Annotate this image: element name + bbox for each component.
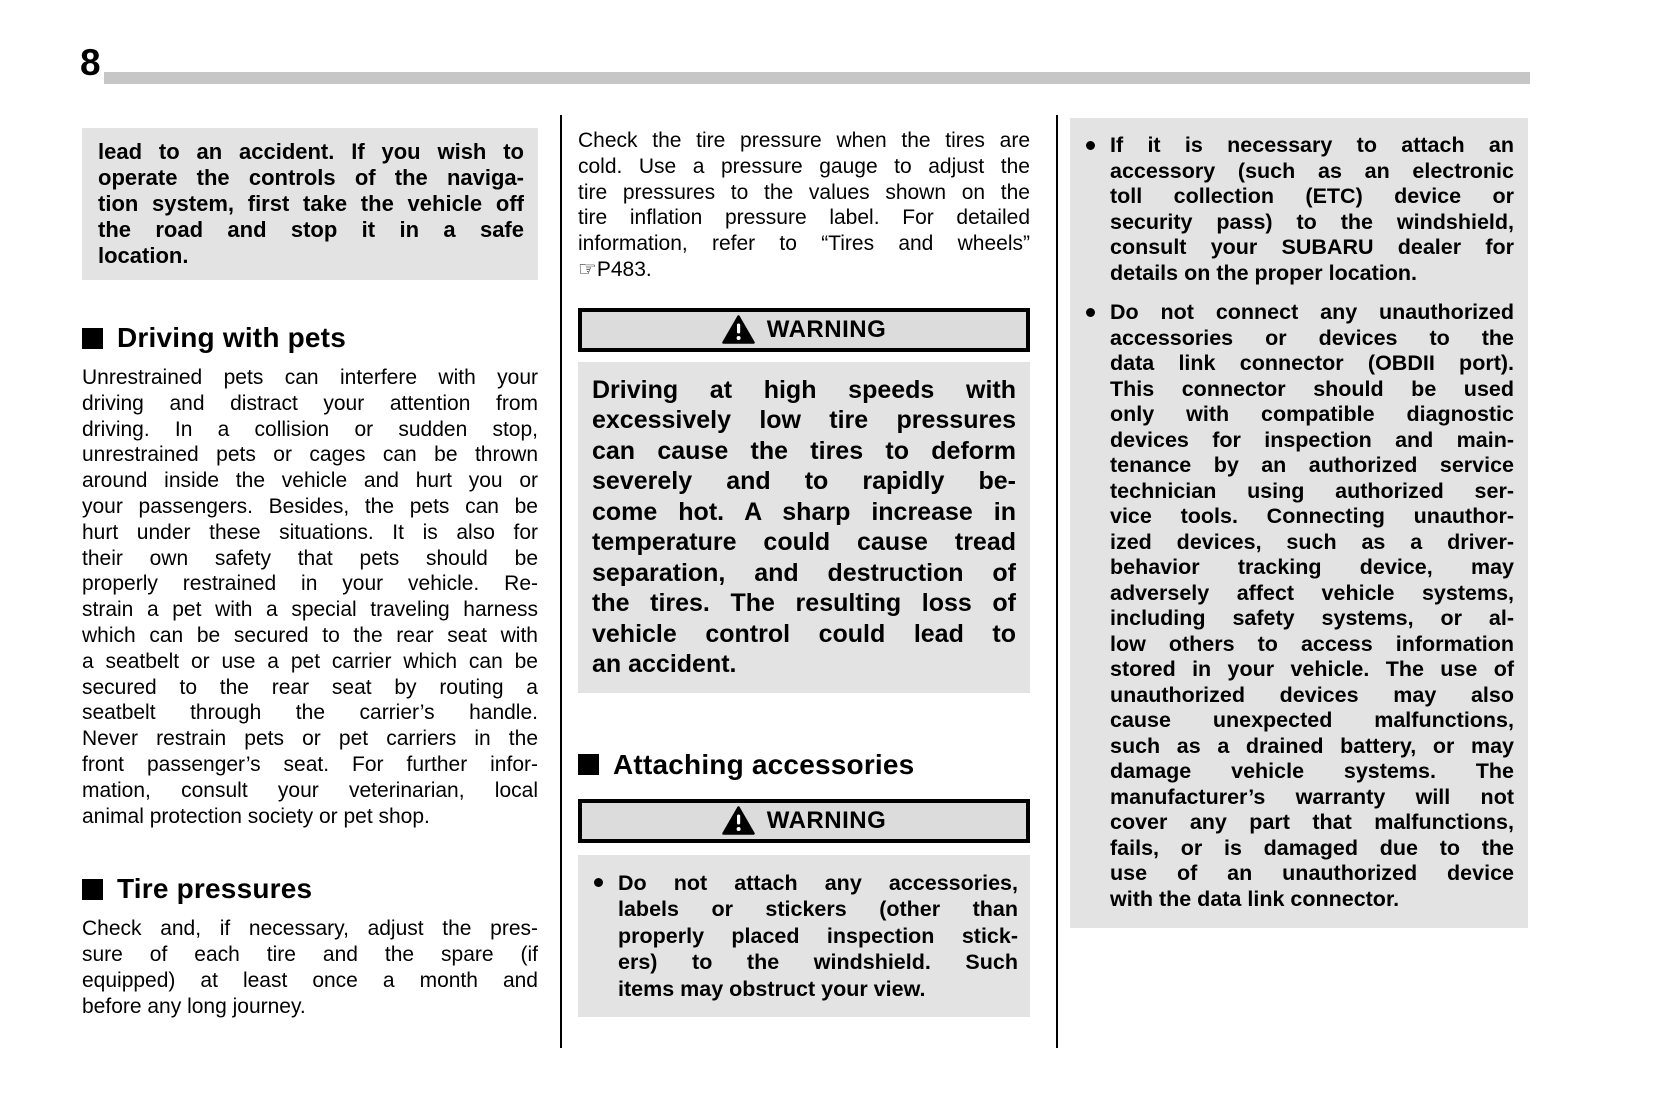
column-right bbox=[1070, 118, 1528, 928]
section-heading-tire-pressures bbox=[82, 873, 538, 905]
section-heading-label: Attaching accessories bbox=[613, 748, 915, 780]
page-number: 8 bbox=[80, 42, 101, 83]
accessory-notice-box bbox=[1070, 118, 1528, 928]
bullet-text: Do not connect any unauthorized accessories or devices to the data link connector (OBDII port). This connector should be used only with compatible diagnostic devices for inspection and main- tenance by an authorized service technician using authorized ser- vice tools. Connecting unauthor- ized devices, such as a driver- behavior tracking device, may adversely affect vehicle systems, including safety systems, or al- low others to access information stored in your vehicle. The use of unauthorized devices may also cause unexpected malfunctions, such as a drained battery, or may damage vehicle systems. The manufacturer’s warranty will not cover any part that malfunctions, fails, or is damaged due to the use of an unauthorized device with the data link connector. bbox=[1110, 300, 1514, 911]
heading-square-icon bbox=[82, 879, 103, 900]
section-heading-attaching-accessories bbox=[578, 749, 1030, 781]
warning-label: WARNING bbox=[766, 315, 887, 343]
list-item bbox=[1078, 133, 1514, 286]
tire-pressures-body: Check and, if necessary, adjust the pres- sure of each tire and the spare (if equipped) at least once a month and before any long journey. bbox=[82, 917, 538, 1018]
warning-header bbox=[578, 799, 1030, 843]
list-item bbox=[1078, 300, 1514, 912]
carryover-notice-text: lead to an accident. If you wish to operate the controls of the naviga- tion system, first take the vehicle off the road and stop it in a safe location. bbox=[98, 139, 524, 268]
warning-bullet-box bbox=[578, 855, 1030, 1018]
warning-body-box: Driving at high speeds with excessively low tire pressures can cause the tires to deform severely and to rapidly be- come hot. A sharp increase in temperature could cause tread separation, and destruction of the tires. The resulting loss of vehicle control could lead to an accident. bbox=[578, 362, 1030, 693]
section-heading-label: Tire pressures bbox=[117, 873, 313, 905]
list-item bbox=[586, 870, 1018, 1003]
section-heading-label: Driving with pets bbox=[117, 322, 346, 353]
bullet-dot-icon bbox=[1086, 308, 1095, 317]
column-divider-left bbox=[560, 115, 562, 1048]
driving-with-pets-body: Unrestrained pets can interfere with your driving and distract your attention from driving. In a collision or sudden stop, unrestrained pets or cages can be thrown around inside the vehicle and hurt you or your passengers. Besides, the pets can be hurt under these situations. It is also for their own safety that pets should be properly restrained in your vehicle. Re- strain a pet with a special traveling harness which can be secured to the rear seat with a seatbelt or use a pet carrier which can be secured to the rear seat by routing a seatbelt through the carrier’s handle. Never restrain pets or pet carriers in the front passenger’s seat. For further infor- mation, consult your veterinarian, local animal protection society or pet shop. bbox=[82, 366, 538, 828]
column-left bbox=[82, 128, 538, 1020]
column-divider-right bbox=[1056, 115, 1058, 1048]
heading-square-icon bbox=[578, 754, 599, 775]
header-rule bbox=[104, 72, 1530, 84]
warning-triangle-icon bbox=[722, 315, 755, 344]
bullet-dot-icon bbox=[1086, 141, 1095, 150]
warning-label: WARNING bbox=[766, 806, 887, 834]
warning-triangle-icon bbox=[722, 806, 755, 835]
heading-square-icon bbox=[82, 328, 103, 349]
warning-header bbox=[578, 308, 1030, 352]
section-heading-driving-with-pets bbox=[82, 322, 538, 354]
bullet-text: Do not attach any accessories, labels or stickers (other than properly placed inspection stick- ers) to the windshield. Such items may obstruct your view. bbox=[618, 870, 1018, 1001]
bullet-text: If it is necessary to attach an accessory (such as an electronic toll collection (ETC) device or security pass) to the windshield, consult your SUBARU dealer for details on the proper location. bbox=[1110, 133, 1514, 285]
bullet-dot-icon bbox=[594, 878, 603, 887]
tire-pressure-intro: Check the tire pressure when the tires are cold. Use a pressure gauge to adjust the tire pressures to the values shown on the tire inflation pressure label. For detailed information, refer to “Tires and wheels” ☞P483. bbox=[578, 129, 1030, 281]
carryover-notice-box bbox=[82, 128, 538, 280]
column-center bbox=[578, 128, 1030, 1017]
